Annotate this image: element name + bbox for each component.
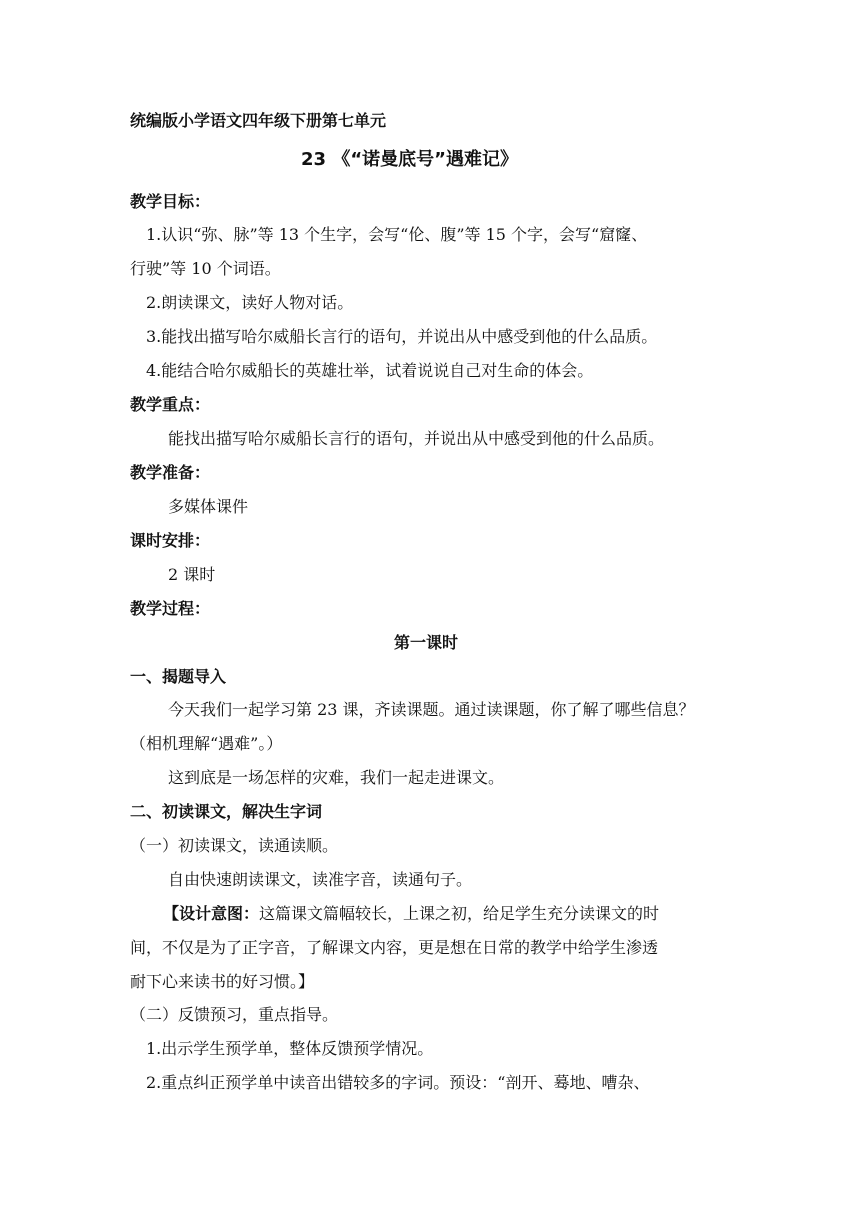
- key-points-heading: 教学重点：: [130, 395, 211, 414]
- design-intent-line-1: [163, 902, 659, 926]
- design-intent-label: 【设计意图：: [163, 904, 260, 923]
- first-lesson-title: 第一课时: [394, 633, 459, 652]
- goal-item-4: 4.能结合哈尔威船长的英雄壮举，试着说说自己对生命的体会。: [146, 361, 594, 380]
- goal-item-1-line-1: 1.认识“弥、脉”等 13 个生字，会写“伦、腹”等 15 个字，会写“窟窿、: [146, 225, 648, 244]
- unit-label: 统编版小学语文四年级下册第七单元: [130, 111, 387, 130]
- goal-item-2: 2.朗读课文，读好人物对话。: [146, 293, 354, 312]
- schedule-heading: 课时安排：: [130, 531, 211, 550]
- section-1-line-3: 这到底是一场怎样的灾难，我们一起走进课文。: [168, 768, 505, 787]
- section-2-sub-2-item-2: 2.重点纠正预学单中读音出错较多的字词。预设：“剖开、蓦地、嘈杂、: [146, 1073, 650, 1092]
- design-intent-text-1: 这篇课文篇幅较长，上课之初，给足学生充分读课文的时: [259, 904, 660, 923]
- section-2-sub-1-text: 自由快速朗读课文，读准字音，读通句子。: [168, 870, 473, 889]
- section-2-sub-1: （一）初读课文，读通读顺。: [130, 836, 339, 855]
- goal-item-1-line-2: 行驶”等 10 个词语。: [130, 259, 281, 278]
- goals-heading: 教学目标：: [130, 192, 211, 211]
- lesson-title: 23 《“诺曼底号”遇难记》: [301, 149, 518, 170]
- process-heading: 教学过程：: [130, 599, 211, 618]
- section-2-sub-2-item-1: 1.出示学生预学单，整体反馈预学情况。: [146, 1039, 434, 1058]
- section-2-sub-2: （二）反馈预习，重点指导。: [130, 1005, 339, 1024]
- goal-item-3: 3.能找出描写哈尔威船长言行的语句，并说出从中感受到他的什么品质。: [146, 327, 658, 346]
- schedule-text: 2 课时: [168, 565, 216, 584]
- preparation-text: 多媒体课件: [168, 497, 249, 516]
- key-points-text: 能找出描写哈尔威船长言行的语句，并说出从中感受到他的什么品质。: [168, 429, 665, 448]
- design-intent-line-2: 间，不仅是为了正字音，了解课文内容，更是想在日常的教学中给学生渗透: [130, 938, 659, 957]
- design-intent-line-3: 耐下心来读书的好习惯。】: [130, 972, 315, 991]
- preparation-heading: 教学准备：: [130, 463, 211, 482]
- section-1-heading: 一、揭题导入: [130, 667, 227, 686]
- section-2-heading: 二、初读课文，解决生字词: [130, 802, 323, 821]
- section-1-line-1: 今天我们一起学习第 23 课，齐读课题。通过读课题，你了解了哪些信息？: [168, 700, 695, 719]
- section-1-line-2: （相机理解“遇难”。）: [130, 734, 283, 753]
